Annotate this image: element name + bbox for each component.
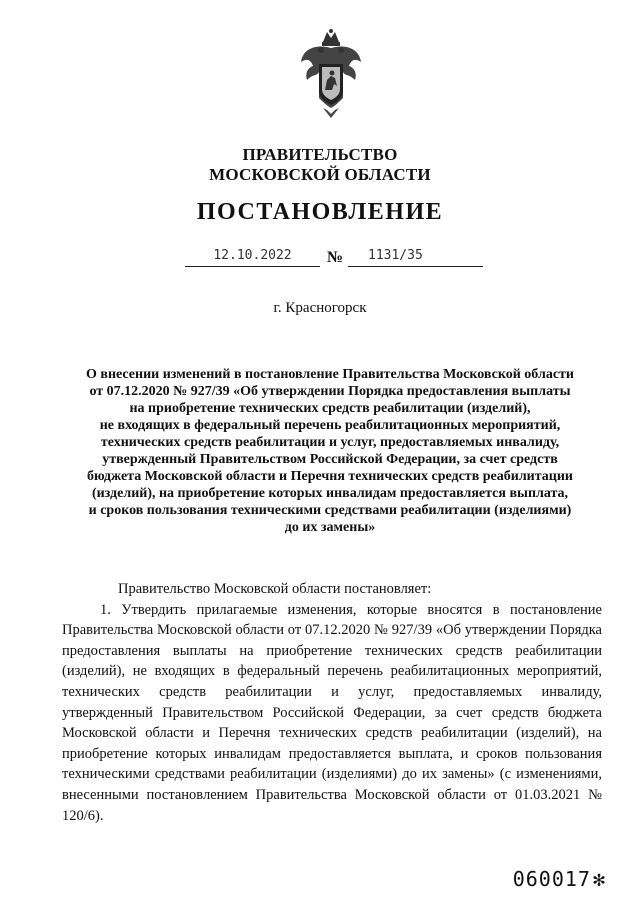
org-name-line1: ПРАВИТЕЛЬСТВО bbox=[242, 145, 398, 164]
title-line: не входящих в федеральный перечень реабилитационных мероприятий, bbox=[99, 418, 561, 433]
date-underline bbox=[185, 266, 320, 267]
resolution-title bbox=[60, 366, 600, 536]
title-line: до их замены» bbox=[284, 520, 376, 535]
title-line: от 07.12.2020 № 927/39 «Об утверждении Порядка предоставления выплаты bbox=[89, 384, 571, 399]
serial-number-stamp bbox=[513, 867, 606, 891]
serial-number: 060017 bbox=[512, 867, 591, 891]
body-paragraph-1: 1. Утвердить прилагаемые изменения, которые вносятся в постановление Правительства Московской области от 07.12.2020 № 927/39 «Об утверждении Порядка предоставления выплаты на приобретение технических средств реабилитации (изделий), не входящих в федеральный перечень реабилитационных мероприятий, технических средств реабилитации и услуг, предоставляемых инвалиду, утвержденный Правительством Российской Федерации, за счет средств бюджета Московской области и Перечня технических средств реабилитации (изделий), на приобретение которых инвалидам предоставляется выплата, и сроков пользования техническими средствами реабилитации (изделиями) до их замены» (с изменениями, внесенными постановлением Правительства Московской области от 01.03.2021 № 120/6). bbox=[62, 601, 602, 824]
city-name: г. Красногорск bbox=[273, 300, 367, 316]
serial-mark: ✻ bbox=[592, 867, 606, 891]
registration-line bbox=[185, 246, 485, 270]
title-line: (изделий), на приобретение которых инвалидам предоставляется выплата, bbox=[91, 486, 569, 501]
title-line: О внесении изменений в постановление Правительства Московской области bbox=[86, 367, 574, 382]
title-line: и сроков пользования техническими средствами реабилитации (изделиями) bbox=[88, 503, 572, 518]
title-line: технических средств реабилитации и услуг, предоставляемых инвалиду, bbox=[100, 435, 560, 450]
coat-of-arms-emblem bbox=[297, 28, 365, 120]
title-line: бюджета Московской области и Перечня технических средств реабилитации bbox=[87, 469, 573, 484]
resolution-body bbox=[62, 579, 602, 826]
title-line: на приобретение технических средств реабилитации (изделий), bbox=[129, 401, 531, 416]
number-sign: № bbox=[327, 249, 344, 266]
title-line: утвержденный Правительством Российской Федерации, за счет средств bbox=[102, 452, 558, 467]
document-date: 12.10.2022 bbox=[213, 248, 292, 263]
document-type-heading: ПОСТАНОВЛЕНИЕ bbox=[196, 199, 444, 225]
org-name-line2: МОСКОВСКОЙ ОБЛАСТИ bbox=[209, 165, 431, 184]
document-number: 1131/35 bbox=[368, 248, 423, 263]
body-intro: Правительство Московской области постановляет: bbox=[118, 581, 432, 597]
number-underline bbox=[348, 266, 483, 267]
